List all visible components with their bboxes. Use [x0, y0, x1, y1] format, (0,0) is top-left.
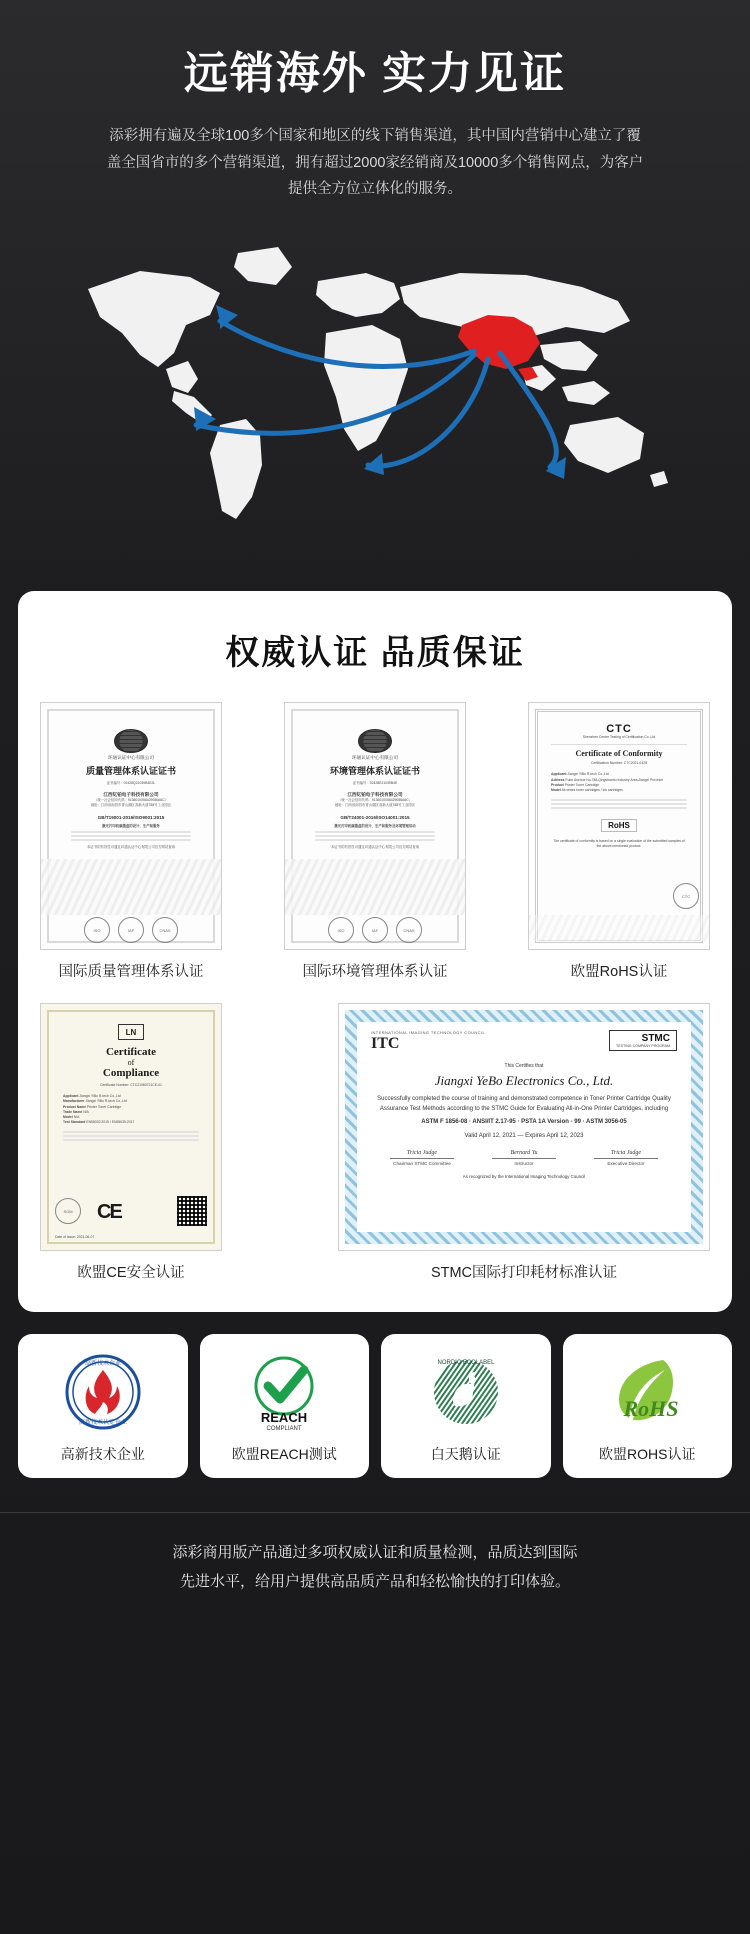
reach-check-mark-icon	[206, 1350, 364, 1434]
svg-text:NORDIC ECOLABEL: NORDIC ECOLABEL	[437, 1360, 495, 1367]
signature-title: Executive Director	[607, 1160, 645, 1166]
stmc-logo-sub: TESTING COMPANY PROGRAM	[616, 1044, 670, 1049]
signature-title: Instructor	[514, 1160, 534, 1166]
signature-title: Chairman STMC Committee	[393, 1160, 451, 1166]
rohs-leaf-icon	[569, 1350, 727, 1434]
badge-high-tech-enterprise[interactable]	[18, 1334, 188, 1478]
cert-heading: 环境管理体系认证证书	[329, 766, 420, 777]
issue-date-label: Date of Issue	[55, 1235, 75, 1240]
stmc-body: Successfully completed the course of training and demonstrated competence in Toner Printer Cartridge Quality Assurance Test Methods according to the STMC Guide for Evaluating All-in-One Printer Cartridges, including	[377, 1096, 671, 1112]
cert-credit-code: （统一社会信用代码：9136010056429056A6C）	[337, 798, 413, 803]
badge-nordic-swan[interactable]	[381, 1334, 551, 1478]
badge-caption: 高新技术企业	[60, 1446, 145, 1463]
cert-credit-code: （统一社会信用代码：9136010056429056A6C）	[93, 798, 169, 803]
certificates-section	[18, 591, 732, 1312]
china-highlight	[458, 315, 540, 381]
certificate-iso14001[interactable]	[284, 702, 466, 981]
cert-company: 江西钇铂电子科技有限公司	[347, 792, 403, 798]
certificate-caption: 欧盟CE安全认证	[77, 1265, 185, 1282]
certificate-caption: 欧盟RoHS认证	[570, 964, 668, 981]
certificate-caption: 国际质量管理体系认证	[58, 964, 204, 981]
footer-section	[0, 1512, 750, 1630]
signature-block	[390, 1150, 454, 1166]
this-certifies-label: This Certifies that	[504, 1063, 544, 1070]
cert-heading-line1: Certificate	[105, 1046, 157, 1059]
signature-block	[594, 1150, 658, 1166]
trade-label: Trade Name	[63, 1109, 83, 1114]
certificate-ce[interactable]	[40, 1003, 222, 1282]
cert-scope: 激光打印机碳墨盒的设计、生产和服务及环境管理活动	[334, 823, 416, 828]
certificate-image[interactable]: LN Certificate of Compliance Certificate Number: CTC21060721CE-01 Applicant Jiangxi YiBo R-tech Co.,Ltd Manufacturer Jiangxi YiBo R-tech Co.,Ltd Product Name Printer Toner Cartridge Trade Name N/A Model N/A Test Standard EN55032:2015 / EN55035:2017 SGM CE Date of Issue: 2021-06-07	[40, 1003, 222, 1251]
certificate-image[interactable]	[284, 702, 466, 950]
cert-note: 本证书的有效性可通过环通认证中心有限公司官方网站查询	[330, 844, 420, 849]
stmc-standards: ASTM F 1856-08 · ANSI/IT 2.17-95 · PSTA 1A Version - 99 · ASTM 3056-05	[421, 1119, 627, 1126]
stmc-validity: Valid April 12, 2021 — Expires April 12, 2023	[464, 1133, 584, 1140]
applicant-value: Jiangxi YiBo R-tech Co.,Ltd	[79, 1094, 121, 1099]
certificate-image[interactable]	[338, 1003, 710, 1251]
svg-text:RoHS: RoHS	[623, 1396, 679, 1422]
cert-watermark	[285, 859, 465, 915]
ce-issuer-seal-icon: SGM	[55, 1198, 81, 1224]
page-title: 远销海外 实力见证	[183, 49, 567, 98]
product-value: Printer Toner Cartridge	[564, 782, 600, 787]
manufacturer-value: Jiangxi YiBo R-tech Co.,Ltd	[85, 1099, 127, 1104]
cert-heading: Certificate of Conformity	[575, 749, 663, 759]
certificate-rohs[interactable]	[528, 702, 710, 981]
model-value: All series toner cartridges / ink cartridges	[561, 787, 623, 792]
badge-rohs[interactable]	[563, 1334, 733, 1478]
product-value: Printer Toner Cartridge	[86, 1104, 122, 1109]
manufacturer-label: Manufacturer	[63, 1099, 85, 1104]
stmc-footer: As recognized by the International Imaging Technology Council	[462, 1173, 586, 1179]
iso-seal-icon: ISO	[84, 917, 110, 943]
cert-address: 地址：江西省南昌市青山湖区高新大道788号工业园区	[90, 803, 172, 808]
svg-text:高新技术认定企业: 高新技术认定企业	[78, 1420, 127, 1427]
cert-scope: 激光打印机碳墨盒的设计、生产和服务	[102, 823, 160, 828]
trade-value: N/A	[83, 1109, 89, 1114]
cert-number: 证书编号：02428Q21039B4E2L	[106, 781, 156, 786]
stmc-company: Jiangxi YeBo Electronics Co., Ltd.	[434, 1073, 614, 1089]
address-value: Fubo Avenue No.788,Qingshanhu Industry Area,Jiangxi Province	[565, 777, 664, 782]
signature-block	[492, 1150, 556, 1166]
world-map-icon	[70, 229, 680, 549]
svg-text:COMPLIANT: COMPLIANT	[266, 1426, 302, 1433]
cnas-seal-icon: CNAS	[152, 917, 178, 943]
certificate-row-2	[40, 1003, 710, 1282]
footer-line-1: 添彩商用版产品通过多项权威认证和质量检测，品质达到国际	[172, 1544, 578, 1562]
product-label: Product Name	[63, 1104, 86, 1109]
certificate-image[interactable]	[40, 702, 222, 950]
itc-logo: ITC	[371, 1035, 400, 1053]
ctc-seal-icon: CTC	[673, 883, 699, 909]
cert-heading: 质量管理体系认证证书	[85, 766, 176, 777]
cert-watermark	[41, 859, 221, 915]
nordic-ecolabel-swan-icon	[387, 1350, 545, 1434]
model-value: N/A	[73, 1114, 80, 1119]
certificate-row-1	[40, 702, 710, 981]
hero-paragraph: 添彩拥有遍及全球100多个国家和地区的线下销售渠道，其中国内营销中心建立了覆盖全国省市的多个营销渠道，拥有超过2000家经销商及10000多个销售网点，为客户提供全方位立体化的服务。	[106, 127, 644, 198]
applicant-value: Jiangxi YiBo R-tech Co.,Ltd	[567, 772, 609, 777]
high-tech-enterprise-emblem-icon	[24, 1350, 182, 1434]
cert-address: 地址：江西省南昌市青山湖区高新大道788号工业园区	[334, 803, 416, 808]
badge-caption: 欧盟ROHS认证	[599, 1446, 696, 1463]
cert-org: 环通认证中心有限公司	[352, 755, 398, 761]
iaf-seal-icon: IAF	[118, 917, 144, 943]
cert-number: Certificate Number: CTC21060721CE-01	[100, 1083, 162, 1088]
iso-seal-icon: ISO	[328, 917, 354, 943]
cert-number: 证书编号：02428E21039B4E	[352, 781, 398, 786]
standard-value: EN55032:2015 / EN55035:2017	[86, 1119, 135, 1124]
qr-code	[177, 1196, 207, 1226]
cert-note: 本证书的有效性可通过环通认证中心有限公司官方网站查询	[86, 844, 176, 849]
signature-name: Tricia Judge	[406, 1149, 438, 1156]
rohs-mark: RoHS	[601, 819, 637, 832]
itc-sub: INTERNATIONAL IMAGING TECHNOLOGY COUNCIL	[371, 1030, 486, 1036]
badge-caption: 白天鹅认证	[430, 1446, 501, 1463]
cert-number: Certification Number: CTC2021-0425	[591, 761, 647, 766]
svg-text:REACH: REACH	[261, 1410, 308, 1426]
model-label: Model	[63, 1114, 73, 1119]
cert-footer-note: The certificate of conformity is based on a single evaluation of the submitted samples of the above mentioned product.	[553, 838, 685, 848]
ln-logo-icon: LN	[118, 1024, 144, 1040]
cert-standard: GB/T19001-2016/ISO9001:2015	[97, 814, 165, 820]
issue-date-value: 2021-06-07	[76, 1235, 95, 1240]
cnas-seal-icon: CNAS	[396, 917, 422, 943]
cnas-emblem-icon	[114, 729, 148, 753]
certificates-title: 权威认证 品质保证	[225, 634, 525, 673]
badge-row	[18, 1334, 732, 1478]
ctc-lab-name: Shenzhen Center Testing of Certification Co.,Ltd	[582, 735, 656, 740]
certificate-iso9001[interactable]	[40, 702, 222, 981]
svg-text:高新技术企业: 高新技术企业	[84, 1361, 121, 1368]
certificate-stmc[interactable]	[338, 1003, 710, 1282]
applicant-label: Applicant	[551, 772, 567, 777]
badge-reach[interactable]	[200, 1334, 370, 1478]
footer-line-2: 先进水平，给用户提供高品质产品和轻松愉快的打印体验。	[179, 1572, 570, 1590]
hero-section	[0, 0, 750, 203]
stmc-logo: STMC	[641, 1033, 670, 1045]
ce-mark: CE	[97, 1201, 121, 1224]
product-label: Product	[551, 782, 564, 787]
iaf-seal-icon: IAF	[362, 917, 388, 943]
cert-watermark	[529, 915, 709, 941]
model-label: Model	[551, 787, 561, 792]
cert-org: 环通认证中心有限公司	[108, 755, 154, 761]
certificate-caption: STMC国际打印耗材标准认证	[430, 1265, 618, 1282]
standard-label: Test Standard	[63, 1119, 86, 1124]
cert-heading-line2: of	[127, 1058, 135, 1068]
world-map-graphic	[70, 229, 680, 549]
certificate-image[interactable]	[528, 702, 710, 950]
cert-standard: GB/T24001-2016/ISO14001:2015	[340, 814, 410, 820]
certificate-caption: 国际环境管理体系认证	[302, 964, 448, 981]
signature-name: Bernard Yu	[510, 1149, 538, 1156]
signature-name: Tricia Judge	[610, 1149, 642, 1156]
ctc-logo: CTC	[606, 723, 632, 736]
cert-company: 江西钇铂电子科技有限公司	[103, 792, 159, 798]
badge-caption: 欧盟REACH测试	[231, 1446, 337, 1463]
cert-heading-line3: Compliance	[102, 1067, 160, 1080]
applicant-label: Applicant	[63, 1094, 79, 1099]
cnas-emblem-icon	[358, 729, 392, 753]
address-label: Address	[551, 777, 565, 782]
